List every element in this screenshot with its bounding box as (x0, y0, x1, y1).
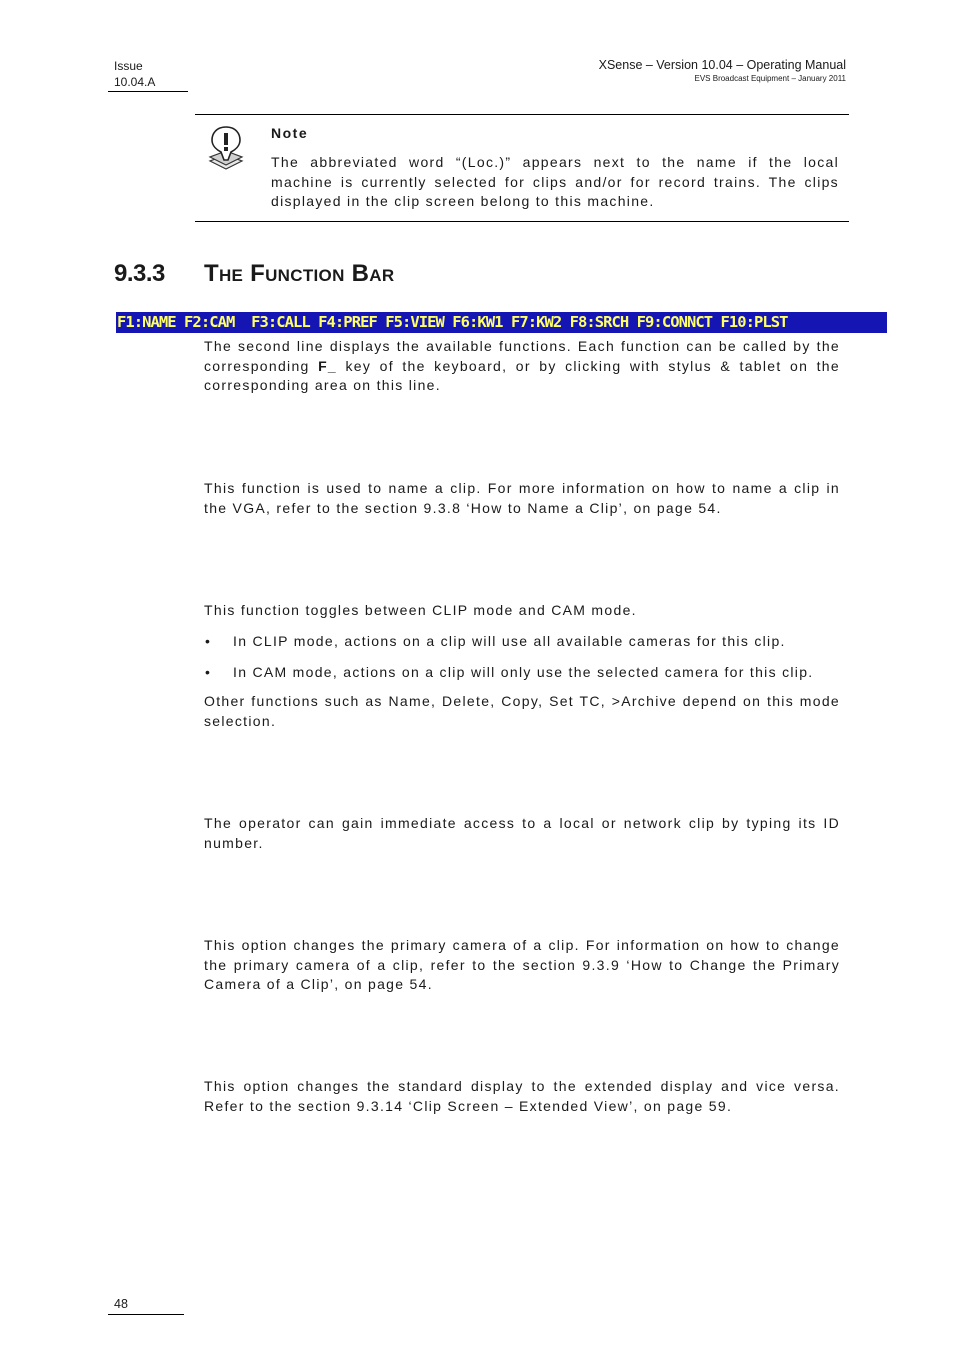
list-item: In CAM mode, actions on a clip will only use the selected camera for this clip. (233, 664, 814, 680)
function-bar-text: F1:NAME F2:CAM F3:CALL F4:PREF F5:VIEW F6:KW1 F7:KW2 F8:SRCH F9:CONNCT F10:PLST (117, 313, 788, 331)
publisher-line: EVS Broadcast Equipment – January 2011 (694, 74, 846, 83)
note-text: The abbreviated word “(Loc.)” appears next to the name if the local machine is currently selected for clips and/or for record trains. The clips displayed in the clip screen belong to this machine. (271, 154, 839, 209)
bullet-dot: • (205, 664, 210, 680)
view-paragraph: This option changes the standard display to the extended display and vice versa. Refer to the section 9.3.14 ‘Clip Screen – Extended View’, on page 59. (204, 1078, 840, 1114)
bullet-dot: • (205, 633, 210, 649)
cam-paragraph: This function toggles between CLIP mode and CAM mode. (204, 602, 637, 618)
call-paragraph: The operator can gain immediate access to a local or network clip by typing its ID number. (204, 815, 840, 851)
manual-title: XSense – Version 10.04 – Operating Manual (598, 58, 846, 72)
note-top-rule (195, 114, 849, 115)
intro-text-before: The second line displays the available functions. Each function can be called by the corresponding (204, 338, 840, 374)
page-number: 48 (114, 1297, 128, 1311)
name-paragraph: This function is used to name a clip. For more information on how to name a clip in the VGA, refer to the section 9.3.8 ‘How to Name a Clip’, on page 54. (204, 480, 840, 516)
header-left-rule (108, 91, 188, 92)
cam-other-paragraph: Other functions such as Name, Delete, Copy, Set TC, >Archive depend on this mode selection. (204, 693, 840, 729)
note-title: Note (271, 125, 309, 141)
issue-block (114, 58, 188, 90)
pref-paragraph: This option changes the primary camera of a clip. For information on how to change the primary camera of a clip, refer to the section 9.3.9 ‘How to Change the Primary Camera of a Clip’, on page 54. (204, 937, 840, 992)
issue-number: 10.04.A (114, 75, 156, 89)
note-warning-icon (206, 125, 246, 171)
intro-paragraph (204, 337, 840, 396)
function-key-label: F_ (318, 357, 338, 374)
note-bottom-rule (195, 221, 849, 222)
function-bar (116, 312, 887, 333)
list-item: In CLIP mode, actions on a clip will use all available cameras for this clip. (233, 633, 786, 649)
section-title: The Function Bar (204, 260, 395, 287)
footer-rule (108, 1314, 184, 1315)
section-number: 9.3.3 (114, 260, 165, 287)
intro-text-after: key of the keyboard, or by clicking with stylus & tablet on the corresponding area on this line. (204, 357, 840, 393)
issue-label: Issue (114, 59, 143, 73)
